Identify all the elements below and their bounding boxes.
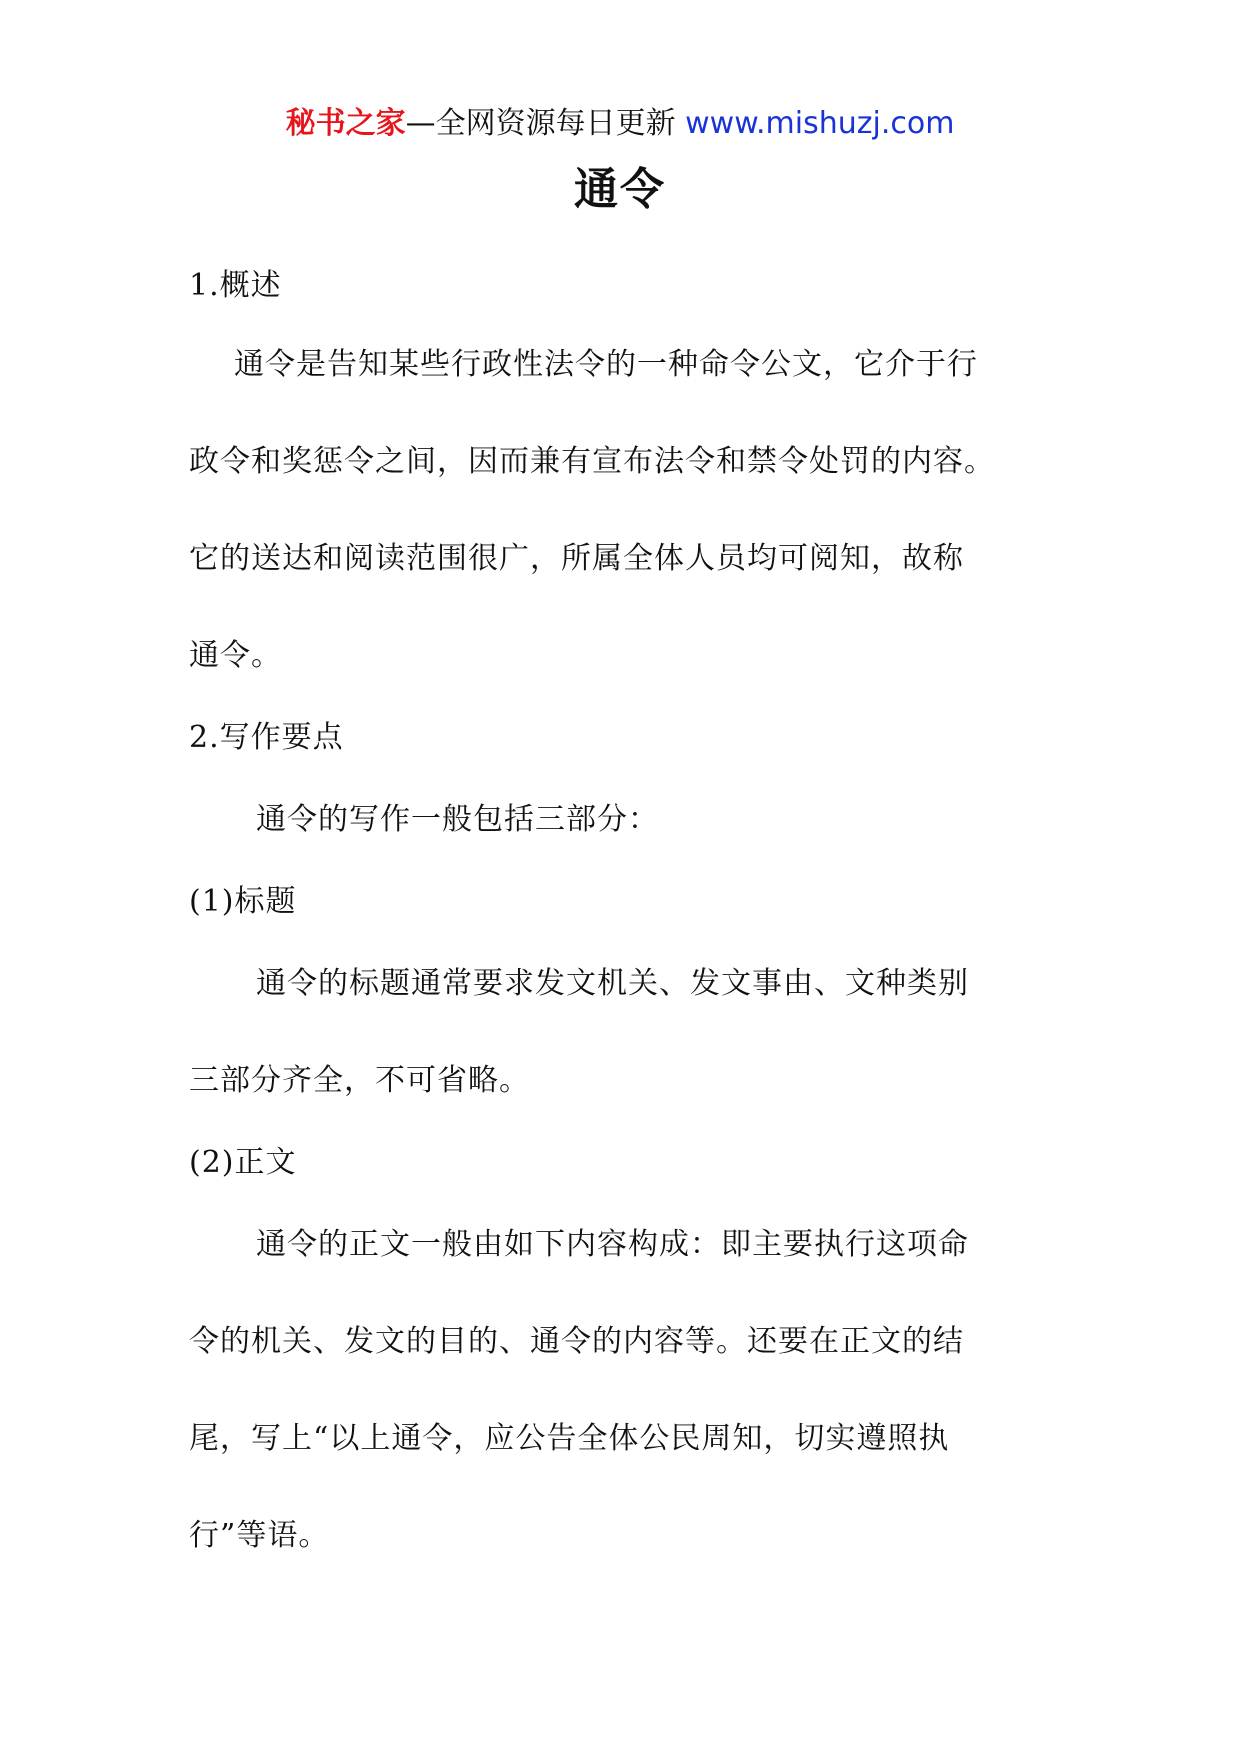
subsection-heading-title: (1)标题 xyxy=(189,884,297,919)
paragraph-line: 行”等语。 xyxy=(189,1518,330,1553)
paragraph-line: 它的送达和阅读范围很广，所属全体人员均可阅知，故称 xyxy=(189,541,964,576)
banner-url-link[interactable]: www.mishuzj.com xyxy=(685,106,955,141)
section-heading-overview: 1.概述 xyxy=(189,268,282,303)
section-heading-writing-points: 2.写作要点 xyxy=(189,720,344,755)
subsection-heading-body: (2)正文 xyxy=(189,1145,297,1180)
paragraph-line: 政令和奖惩令之间，因而兼有宣布法令和禁令处罚的内容。 xyxy=(189,444,995,479)
paragraph-line: 尾，写上“以上通令，应公告全体公民周知，切实遵照执 xyxy=(189,1421,950,1456)
paragraph-line: 通令的正文一般由如下内容构成：即主要执行这项命 xyxy=(256,1227,969,1262)
paragraph-line: 通令的写作一般包括三部分： xyxy=(256,802,659,837)
paragraph-line: 通令的标题通常要求发文机关、发文事由、文种类别 xyxy=(256,966,969,1001)
banner-brand: 秘书之家 xyxy=(285,106,406,141)
site-banner xyxy=(0,102,1240,146)
paragraph-line: 通令。 xyxy=(189,638,282,673)
paragraph-line: 通令是告知某些行政性法令的一种命令公文，它介于行 xyxy=(234,347,978,382)
document-title: 通令 xyxy=(574,164,666,215)
banner-slogan: —全网资源每日更新 xyxy=(405,106,676,141)
paragraph-line: 令的机关、发文的目的、通令的内容等。还要在正文的结 xyxy=(189,1324,964,1359)
paragraph-line: 三部分齐全，不可省略。 xyxy=(189,1063,530,1098)
